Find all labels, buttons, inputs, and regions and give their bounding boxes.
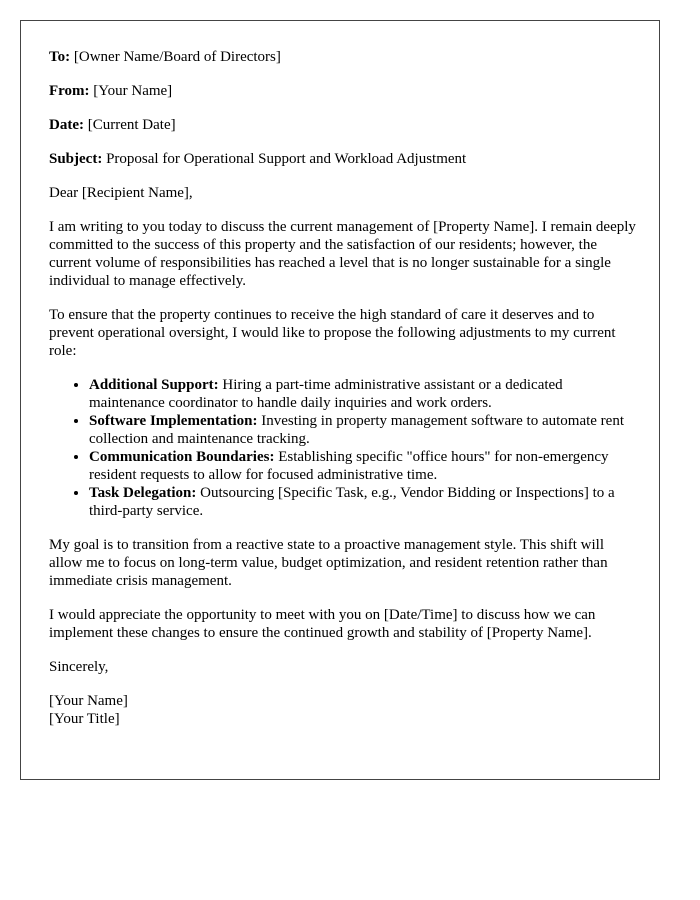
list-item-text: Establishing specific "office hours" for non-emergency resident requests to allow for focused administrative time. bbox=[89, 449, 609, 483]
to-value: [Owner Name/Board of Directors] bbox=[70, 49, 281, 65]
body-paragraph-4: I would appreciate the opportunity to meet with you on [Date/Time] to discuss how we can implement these changes to ensure the continued growth and stability of [Property Name]. bbox=[49, 607, 596, 641]
from-line bbox=[49, 82, 639, 100]
letter-frame bbox=[20, 20, 660, 780]
signature-block bbox=[49, 692, 639, 728]
signature-name: [Your Name] bbox=[49, 693, 128, 709]
list-item-title: Communication Boundaries: bbox=[89, 449, 275, 465]
body-paragraph-3: My goal is to transition from a reactive state to a proactive management style. This shift will allow me to focus on long-term value, budget optimization, and resident retention rather than immediate crisis management. bbox=[49, 537, 608, 589]
from-label: From: bbox=[49, 83, 90, 99]
date-label: Date: bbox=[49, 117, 84, 133]
list-item bbox=[89, 484, 639, 520]
date-line bbox=[49, 116, 639, 134]
to-label: To: bbox=[49, 49, 71, 65]
list-item-title: Additional Support: bbox=[89, 377, 219, 393]
list-item-text: Outsourcing [Specific Task, e.g., Vendor Bidding or Inspections] to a third-party service. bbox=[89, 485, 615, 519]
signature-title: [Your Title] bbox=[49, 711, 120, 727]
date-value: [Current Date] bbox=[83, 117, 176, 133]
from-value: [Your Name] bbox=[89, 83, 173, 99]
to-line bbox=[49, 48, 639, 66]
list-item-text: Hiring a part-time administrative assistant or a dedicated maintenance coordinator to handle daily inquiries and work orders. bbox=[89, 377, 563, 411]
list-item bbox=[89, 412, 639, 448]
body-paragraph-2: To ensure that the property continues to receive the high standard of care it deserves and to prevent operational oversight, I would like to propose the following adjustments to my current role: bbox=[49, 307, 616, 359]
salutation: Dear [Recipient Name], bbox=[49, 185, 193, 201]
valediction: Sincerely, bbox=[49, 659, 109, 675]
list-item-title: Software Implementation: bbox=[89, 413, 258, 429]
body-paragraph-1: I am writing to you today to discuss the current management of [Property Name]. I remain deeply committed to the success of this property and the satisfaction of our residents; however, the current volume of responsibilities has reached a level that is no longer sustainable for a single individual to manage effectively. bbox=[49, 219, 636, 289]
letter-content bbox=[49, 48, 639, 744]
list-item bbox=[89, 376, 639, 412]
adjustments-list bbox=[49, 376, 639, 520]
subject-label: Subject: bbox=[49, 151, 103, 167]
list-item bbox=[89, 448, 639, 484]
subject-line bbox=[49, 150, 639, 168]
list-item-text: Investing in property management software to automate rent collection and maintenance tracking. bbox=[89, 413, 625, 447]
list-item-title: Task Delegation: bbox=[89, 485, 197, 501]
subject-value: Proposal for Operational Support and Workload Adjustment bbox=[102, 151, 467, 167]
